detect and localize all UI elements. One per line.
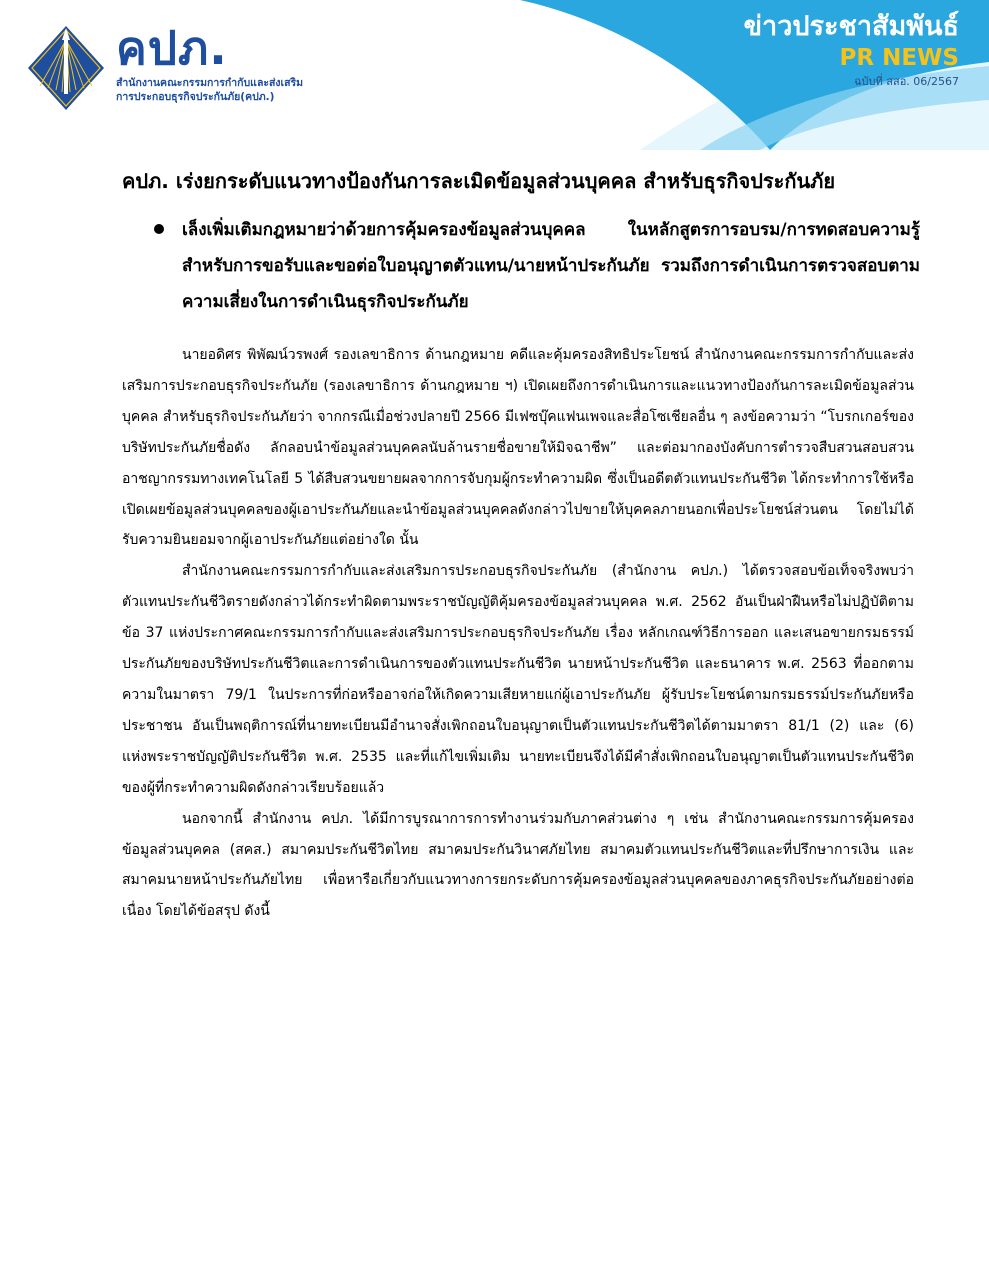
key-point-text: เล็งเพิ่มเติมกฎหมายว่าด้วยการคุ้มครองข้อมูลส่วนบุคคล ในหลักสูตรการอบรม/การทดสอบความรู้สำหรับการขอรับและขอต่อใบอนุญาตตัวแทน/นายหน้าประกันภัย รวมถึงการดำเนินการตรวจสอบตามความเสี่ยงในการดำเนินธุรกิจประกันภัย (182, 220, 920, 312)
key-point (150, 212, 920, 320)
org-name-line-1: สำนักงานคณะกรรมการกำกับและส่งเสริม (116, 77, 304, 89)
oic-logo-icon (26, 24, 106, 114)
org-abbreviation: คปภ. (116, 21, 228, 75)
paragraph: นายอดิศร พิพัฒน์วรพงศ์ รองเลขาธิการ ด้านกฎหมาย คดีและคุ้มครองสิทธิประโยชน์ สำนักงานคณะกรรมการกำกับและส่งเสริมการประกอบธุรกิจประกันภัย (รองเลขาธิการ ด้านกฎหมาย ฯ) เปิดเผยถึงการดำเนินการและแนวทางป้องกันการละเมิดข้อมูลส่วนบุคคล สำหรับธุรกิจประกันภัยว่า จากกรณีเมื่อช่วงปลายปี 2566 มีเฟซบุ๊คแฟนเพจและสื่อโซเชียลอื่น ๆ ลงข้อความว่า “โบรกเกอร์ของบริษัทประกันภัยชื่อดัง ลักลอบนำข้อมูลส่วนบุคคลนับล้านรายชื่อขายให้มิจฉาชีพ” และต่อมากองบังคับการตำรวจสืบสวนสอบสวนอาชญากรรมทางเทคโนโลยี 5 ได้สืบสวนขยายผลจากการจับกุมผู้กระทำความผิด ซึ่งเป็นอดีตตัวแทนประกันชีวิต ได้กระทำการใช้หรือเปิดเผยข้อมูลส่วนบุคคลของผู้เอาประกันภัยและนำข้อมูลส่วนบุคคลดังกล่าวไปขายให้บุคคลภายนอกเพื่อประโยชน์ส่วนตน โดยไม่ได้รับความยินยอมจากผู้เอาประกันภัยแต่อย่างใด นั้น (122, 347, 914, 549)
article-body (122, 340, 914, 927)
org-full-name (116, 76, 346, 104)
bullet-icon (154, 224, 164, 234)
org-name-line-2: การประกอบธุรกิจประกันภัย(คปภ.) (116, 91, 275, 103)
pr-news-banner (744, 10, 959, 90)
pr-english-title: PR NEWS (839, 45, 959, 71)
paragraph: นอกจากนี้ สำนักงาน คปภ. ได้มีการบูรณาการการทำงานร่วมกับภาคส่วนต่าง ๆ เช่น สำนักงานคณะกรรมการคุ้มครองข้อมูลส่วนบุคคล (สคส.) สมาคมประกันชีวิตไทย สมาคมประกันวินาศภัยไทย สมาคมตัวแทนประกันชีวิตและที่ปรึกษาการเงิน และสมาคมนายหน้าประกันภัยไทย เพื่อหารือเกี่ยวกับแนวทางการยกระดับการคุ้มครองข้อมูลส่วนบุคคลของภาคธุรกิจประกันภัยอย่างต่อเนื่อง โดยได้ข้อสรุป ดังนี้ (122, 810, 914, 920)
issue-number: ฉบับที่ สสอ. 06/2567 (854, 75, 959, 88)
news-headline: คปภ. เร่งยกระดับแนวทางป้องกันการละเมิดข้อมูลส่วนบุคคล สำหรับธุรกิจประกันภัย (122, 169, 836, 193)
pr-thai-title: ข่าวประชาสัมพันธ์ (743, 11, 959, 42)
paragraph: สำนักงานคณะกรรมการกำกับและส่งเสริมการประกอบธุรกิจประกันภัย (สำนักงาน คปภ.) ได้ตรวจสอบข้อเท็จจริงพบว่า ตัวแทนประกันชีวิตรายดังกล่าวได้กระทำผิดตามพระราชบัญญัติคุ้มครองข้อมูลส่วนบุคคล พ.ศ. 2562 อันเป็นฝ่าฝืนหรือไม่ปฏิบัติตามข้อ 37 แห่งประกาศคณะกรรมการกำกับและส่งเสริมการประกอบธุรกิจประกันภัย เรื่อง หลักเกณฑ์วิธีการออก และเสนอขายกรมธรรม์ประกันภัยของบริษัทประกันชีวิตและการดำเนินการของตัวแทนประกันชีวิต นายหน้าประกันชีวิต และธนาคาร พ.ศ. 2563 ที่ออกตามความในมาตรา 79/1 ในประการที่ก่อหรืออาจก่อให้เกิดความเสียหายแก่ผู้เอาประกันภัย ผู้รับประโยชน์ตามกรมธรรม์ประกันภัยหรือประชาชน อันเป็นพฤติการณ์ที่นายทะเบียนมีอำนาจสั่งเพิกถอนใบอนุญาตเป็นตัวแทนประกันชีวิตได้ตามมาตรา 81/1 (2) และ (6) แห่งพระราชบัญญัติประกันชีวิต พ.ศ. 2535 และที่แก้ไขเพิ่มเติม นายทะเบียนจึงได้มีคำสั่งเพิกถอนใบอนุญาตเป็นตัวแทนประกันชีวิตของผู้ที่กระทำความผิดดังกล่าวเรียบร้อยแล้ว (122, 563, 914, 796)
